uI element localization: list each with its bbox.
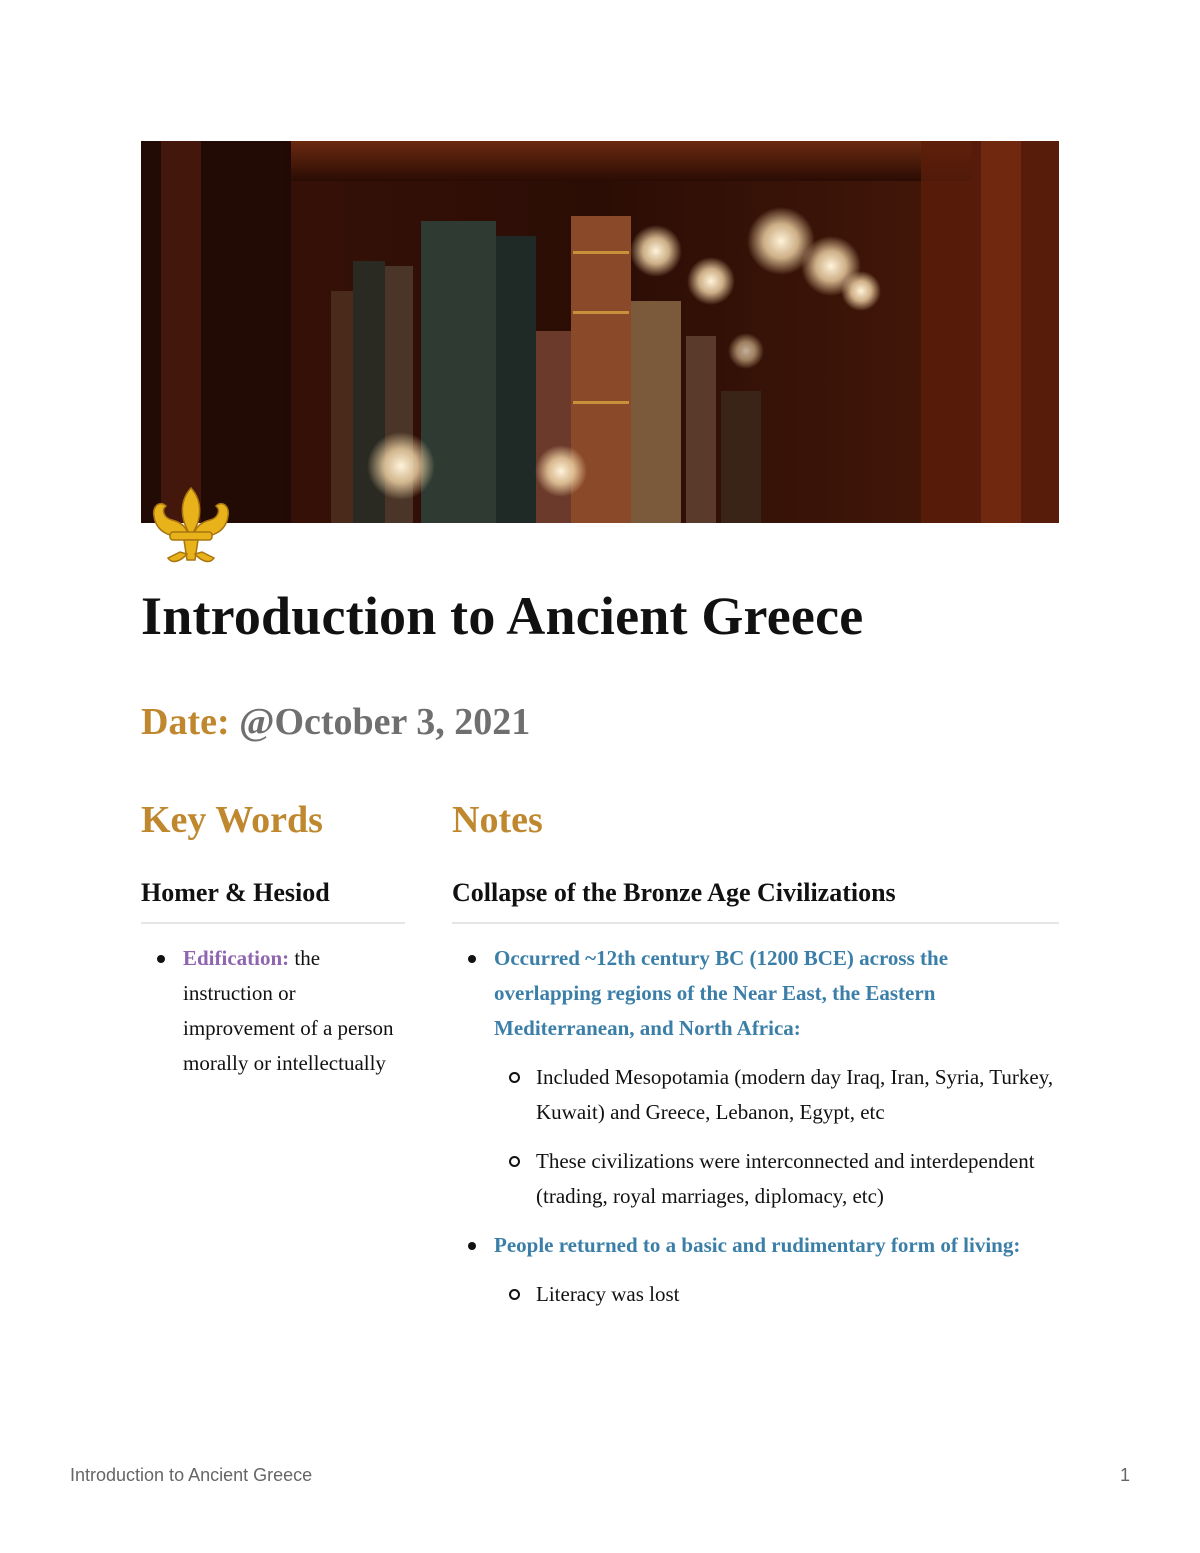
fleur-de-lis-icon: [146, 484, 236, 570]
sub-list-item: Included Mesopotamia (modern day Iraq, Iran, Syria, Turkey, Kuwait) and Greece, Lebanon, Egypt, etc: [494, 1060, 1059, 1130]
list-item: [452, 941, 1059, 1214]
footer-title: Introduction to Ancient Greece: [70, 1465, 313, 1485]
page-title: Introduction to Ancient Greece: [141, 586, 864, 646]
sub-list: [494, 1060, 1059, 1214]
notes-column: [452, 796, 1059, 1326]
page-number: 1: [1119, 1465, 1130, 1485]
date-value[interactable]: @October 3, 2021: [239, 701, 531, 743]
key-words-list: [141, 941, 405, 1081]
cover-image: [141, 141, 1059, 523]
notes-heading: Notes: [452, 799, 543, 841]
sub-list-item: These civilizations were interconnected and interdependent (trading, royal marriages, diplomacy, etc): [494, 1144, 1059, 1214]
key-words-column: [141, 796, 405, 1095]
sub-list: [494, 1277, 1059, 1312]
key-words-heading: Key Words: [141, 799, 323, 841]
list-item: [141, 941, 405, 1081]
key-words-subheading: Homer & Hesiod: [141, 875, 405, 924]
note-text: Occurred ~12th century BC (1200 BCE) across the overlapping regions of the Near East, the Eastern Mediterranean, and North Africa:: [494, 946, 949, 1040]
list-item: [452, 1228, 1059, 1312]
notes-subheading: Collapse of the Bronze Age Civilizations: [452, 875, 1059, 924]
key-word-definition: the instruction or improvement of a person morally or intellectually: [183, 946, 394, 1075]
note-text: People returned to a basic and rudimentary form of living:: [494, 1233, 1021, 1257]
notes-list: [452, 941, 1059, 1312]
date-property: [141, 698, 530, 746]
sub-list-item: Literacy was lost: [494, 1277, 1059, 1312]
key-word-term: Edification:: [183, 946, 290, 970]
date-label: Date:: [141, 701, 230, 743]
